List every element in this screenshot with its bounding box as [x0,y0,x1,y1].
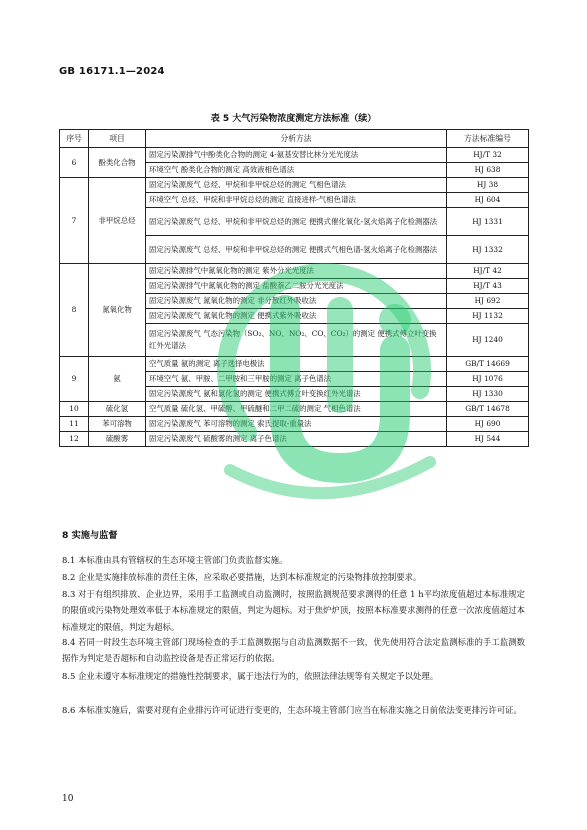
pollutant-item: 苯可溶物 [89,417,146,432]
table-row [60,178,529,193]
paragraph-8-6: 8.6 本标准实施后，需要对现有企业排污许可证进行变更的，生态环境主管部门应当在标准实施之日前依法变更排污许可证。 [62,705,522,715]
column-header-no: 序号 [60,130,89,148]
analysis-method: 固定污染源废气 苯可溶物的测定 索氏提取-重量法 [146,417,447,432]
column-header-method: 分析方法 [146,130,447,148]
paragraph-8-3: 8.3 对于有组织排放、企业边界，采用手工监测或自动监测时，按照监测规范要求测得的任意 1 h平均浓度值超过本标准规定的限值或污染物处理效率低于本标准规定的限值，判定为超标。对于焦炉炉顶，按照本标准要求测得的任意一次浓度值超过本标准规定的限值，判定为超标。 [62,589,525,632]
paragraph-8-5: 8.5 企业未遵守本标准规定的措施性控制要求，属于违法行为的，依照法律法规等有关规定予以处理。 [62,671,439,681]
pollutant-item: 氨 [89,357,146,402]
page-number: 10 [62,794,74,804]
table-row [60,417,529,432]
analysis-method: 固定污染源废气 氨和氯化氢的测定 便携式傅立叶变换红外光谱法 [146,387,447,402]
method-code: HJ 1330 [447,387,529,402]
method-code: GB/T 14669 [447,357,529,372]
row-number: 11 [60,417,89,432]
pollutant-item: 硫酸雾 [89,432,146,447]
method-code: HJ 544 [447,432,529,447]
analysis-method: 固定污染源废气 气态污染物（SO₂、NO、NO₂、CO、CO₂）的测定 便携式傅立叶变换红外光谱法 [146,324,447,357]
analysis-method: 固定污染源排气中酚类化合物的测定 4-氨基安替比林分光光度法 [146,148,447,163]
method-code: GB/T 14678 [447,402,529,417]
method-code: HJ 604 [447,193,529,208]
analysis-method: 固定污染源废气 氮氧化物的测定 便携式紫外吸收法 [146,309,447,324]
pollutant-item: 非甲烷总烃 [89,178,146,264]
row-number: 9 [60,357,89,402]
table-caption: 表 5 大气污染物浓度测定方法标准（续） [210,114,377,124]
method-code: HJ 38 [447,178,529,193]
column-header-item: 项目 [89,130,146,148]
method-code: HJ 638 [447,163,529,178]
analysis-method: 环境空气 总烃、甲烷和非甲烷总烃的测定 直接进样-气相色谱法 [146,193,447,208]
method-code: HJ 1132 [447,309,529,324]
analysis-method: 空气质量 氨的测定 离子选择电极法 [146,357,447,372]
table-row [60,402,529,417]
method-code: HJ 690 [447,417,529,432]
analysis-method: 固定污染源废气 总烃、甲烷和非甲烷总烃的测定 便携式气相色谱-氢火焰离子化检测器法 [146,236,447,264]
row-number: 7 [60,178,89,264]
method-code: HJ/T 42 [447,264,529,279]
analysis-method: 固定污染源废气 硫酸雾的测定 离子色谱法 [146,432,447,447]
pollutant-item: 酚类化合物 [89,148,146,178]
table-row [60,357,529,372]
method-code: HJ 1240 [447,324,529,357]
method-code: HJ 1331 [447,208,529,236]
method-code: HJ 1332 [447,236,529,264]
table-row [60,264,529,279]
row-number: 10 [60,402,89,417]
method-code: HJ/T 43 [447,279,529,294]
table-header-row [60,130,529,148]
method-code: HJ 1076 [447,372,529,387]
analysis-method: 环境空气 酚类化合物的测定 高效液相色谱法 [146,163,447,178]
analysis-method: 固定污染源废气 氮氧化物的测定 非分散红外吸收法 [146,294,447,309]
table-row [60,432,529,447]
method-code: HJ 692 [447,294,529,309]
pollutant-item: 氮氧化物 [89,264,146,357]
paragraph-8-2: 8.2 企业是实施排放标准的责任主体，应采取必要措施，达到本标准规定的污染物排放控制要求。 [62,572,422,582]
paragraph-8-1: 8.1 本标准由具有管辖权的生态环境主管部门负责监督实施。 [62,555,288,565]
paragraph-8-4: 8.4 若同一时段生态环境主管部门现场检查的手工监测数据与自动监测数据不一致，优先使用符合法定监测标准的手工监测数据作为判定是否超标和自动监控设备是否正常运行的依据。 [62,637,525,664]
analysis-method: 环境空气 氨、甲胺、二甲胺和三甲胺的测定 离子色谱法 [146,372,447,387]
row-number: 6 [60,148,89,178]
column-header-code: 方法标准编号 [447,130,529,148]
section-title: 8 实施与监督 [62,530,118,541]
method-code: HJ/T 32 [447,148,529,163]
analysis-method: 空气质量 硫化氢、甲硫醇、甲硫醚和二甲二硫的测定 气相色谱法 [146,402,447,417]
row-number: 12 [60,432,89,447]
methods-table [59,129,529,447]
analysis-method: 固定污染源废气 总烃、甲烷和非甲烷总烃的测定 气相色谱法 [146,178,447,193]
analysis-method: 固定污染源排气中氮氧化物的测定 紫外分光光度法 [146,264,447,279]
standard-code: GB 16171.1—2024 [59,66,165,77]
analysis-method: 固定污染源废气 总烃、甲烷和非甲烷总烃的测定 便携式催化氧化-氢火焰离子化检测器法 [146,208,447,236]
row-number: 8 [60,264,89,357]
analysis-method: 固定污染源排气中氮氧化物的测定 盐酸萘乙二胺分光光度法 [146,279,447,294]
pollutant-item: 硫化氢 [89,402,146,417]
table-row [60,148,529,163]
